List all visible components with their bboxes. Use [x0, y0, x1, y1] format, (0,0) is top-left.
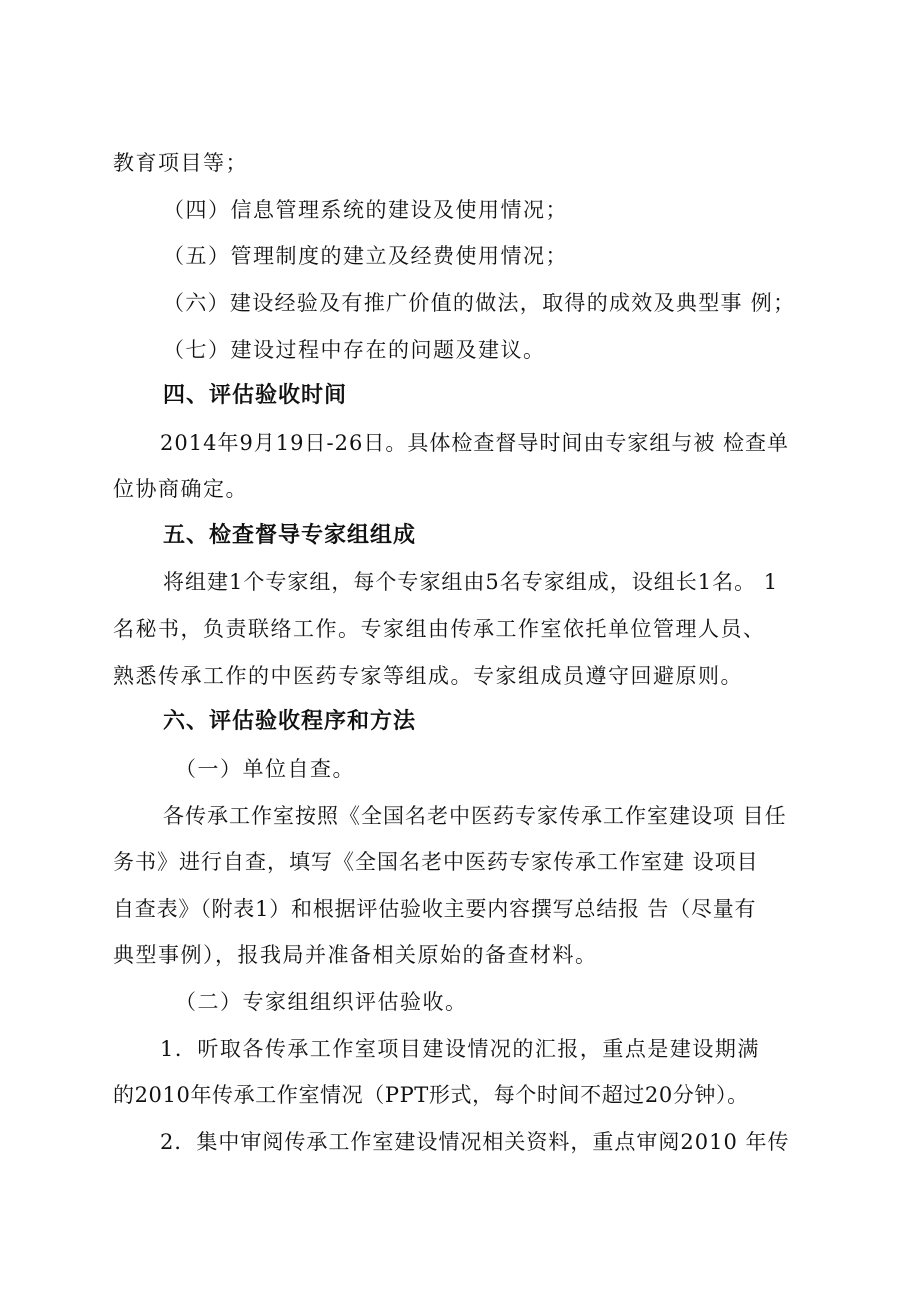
body-text-line: 将组建1个专家组，每个专家组由5名专家组成，设组长1名。 1 [163, 570, 779, 594]
body-text-line: 自查表》（附表1）和根据评估验收主要内容撰写总结报 告（尽量有 [113, 897, 757, 921]
body-text-line: 各传承工作室按照《全国名老中医药专家传承工作室建设项 目任 [163, 804, 787, 828]
section-heading-five: 五、检查督导专家组组成 [163, 523, 417, 548]
body-text-line: 2．集中审阅传承工作室建设情况相关资料，重点审阅2010 年传 [160, 1130, 790, 1154]
body-text-line: 教育项目等； [113, 151, 248, 175]
sub-item-one: （一）单位自查。 [175, 757, 355, 781]
body-text-line: 2014年9月19日-26日。具体检查督导时间由专家组与被 检查单 [160, 431, 790, 455]
body-text-line: 务书》进行自查，填写《全国名老中医药专家传承工作室建 设项目 [113, 850, 759, 874]
section-heading-six: 六、评估验收程序和方法 [163, 709, 417, 734]
body-text-line: 1．听取各传承工作室项目建设情况的汇报，重点是建设期满 [160, 1037, 760, 1061]
body-text-line: 的2010年传承工作室情况（PPT形式，每个时间不超过20分钟）。 [113, 1083, 749, 1107]
section-heading-four: 四、评估验收时间 [163, 383, 348, 408]
list-item-seven: （七）建设过程中存在的问题及建议。 [163, 338, 546, 362]
sub-item-two: （二）专家组组织评估验收。 [175, 990, 468, 1014]
body-text-line: 熟悉传承工作的中医药专家等组成。专家组成员遵守回避原则。 [113, 664, 743, 688]
body-text-line: 名秘书，负责联络工作。专家组由传承工作室依托单位管理人员、 [113, 617, 766, 641]
list-item-five: （五）管理制度的建立及经费使用情况； [163, 244, 568, 268]
list-item-six: （六）建设经验及有推广价值的做法，取得的成效及典型事 例； [163, 291, 796, 315]
body-text-line: 典型事例），报我局并准备相关原始的备查材料。 [113, 943, 598, 967]
list-item-four: （四）信息管理系统的建设及使用情况； [163, 198, 568, 222]
body-text-line: 位协商确定。 [113, 477, 248, 501]
